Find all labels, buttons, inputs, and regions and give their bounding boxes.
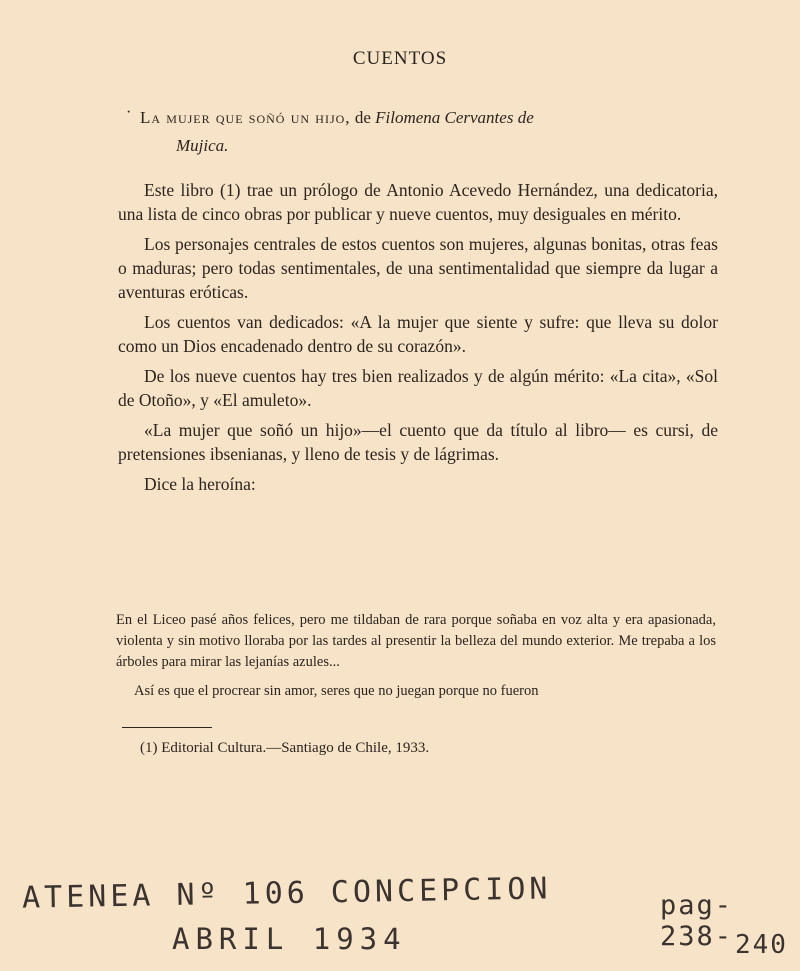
quoted-excerpt (116, 610, 716, 702)
paragraph: De los nueve cuentos hay tres bien realizados y de algún mérito: «La cita», «Sol de Otoño», y «El amuleto». (118, 366, 718, 410)
paragraph: Dice la heroína: (144, 474, 256, 494)
handwritten-pages: pag- 238- (660, 890, 734, 952)
by-word: de (354, 108, 371, 127)
page-title: CUENTOS (352, 48, 448, 69)
review-heading (140, 104, 730, 160)
book-title: La mujer que soñó un hijo, (140, 108, 351, 127)
quote-paragraph: Así es que el procrear sin amor, seres que no juegan porque no fueron (134, 683, 539, 699)
bullet-mark: · (126, 104, 132, 121)
review-body (118, 178, 718, 502)
footnote: (1) Editorial Cultura.—Santiago de Chile, 1933. (140, 740, 430, 756)
handwritten-source: ATENEA Nº 106 CONCEPCION (21, 871, 552, 916)
handwritten-pages-cont: 240 (735, 930, 788, 960)
author-name: Filomena Cervantes de (375, 108, 534, 127)
footnote-rule (122, 727, 212, 728)
paragraph: Los personajes centrales de estos cuentos son mujeres, algunas bonitas, otras feas o maduras; pero todas sentimentales, de una sentimentalidad que siempre da lugar a aventuras eróticas. (118, 234, 718, 302)
handwritten-date: ABRIL 1934 (172, 922, 407, 956)
author-name-cont: Mujica. (176, 136, 229, 155)
paragraph: «La mujer que soñó un hijo»—el cuento que da título al libro— es cursi, de pretensiones ibsenianas, y lleno de tesis y de lágrimas. (118, 420, 718, 464)
quote-paragraph: En el Liceo pasé años felices, pero me tildaban de rara porque soñaba en voz alta y era apasionada, violenta y sin motivo lloraba por las tardes al presentir la belleza del mundo exterior. Me trepaba a los árboles para mirar las lejanías azules... (116, 612, 716, 670)
paragraph: Los cuentos van dedicados: «A la mujer que siente y sufre: que lleva su dolor como un Dios encadenado dentro de su corazón». (118, 312, 718, 356)
paragraph: Este libro (1) trae un prólogo de Antonio Acevedo Hernández, una dedicatoria, una lista de cinco obras por publicar y nueve cuentos, muy desiguales en mérito. (118, 180, 718, 224)
